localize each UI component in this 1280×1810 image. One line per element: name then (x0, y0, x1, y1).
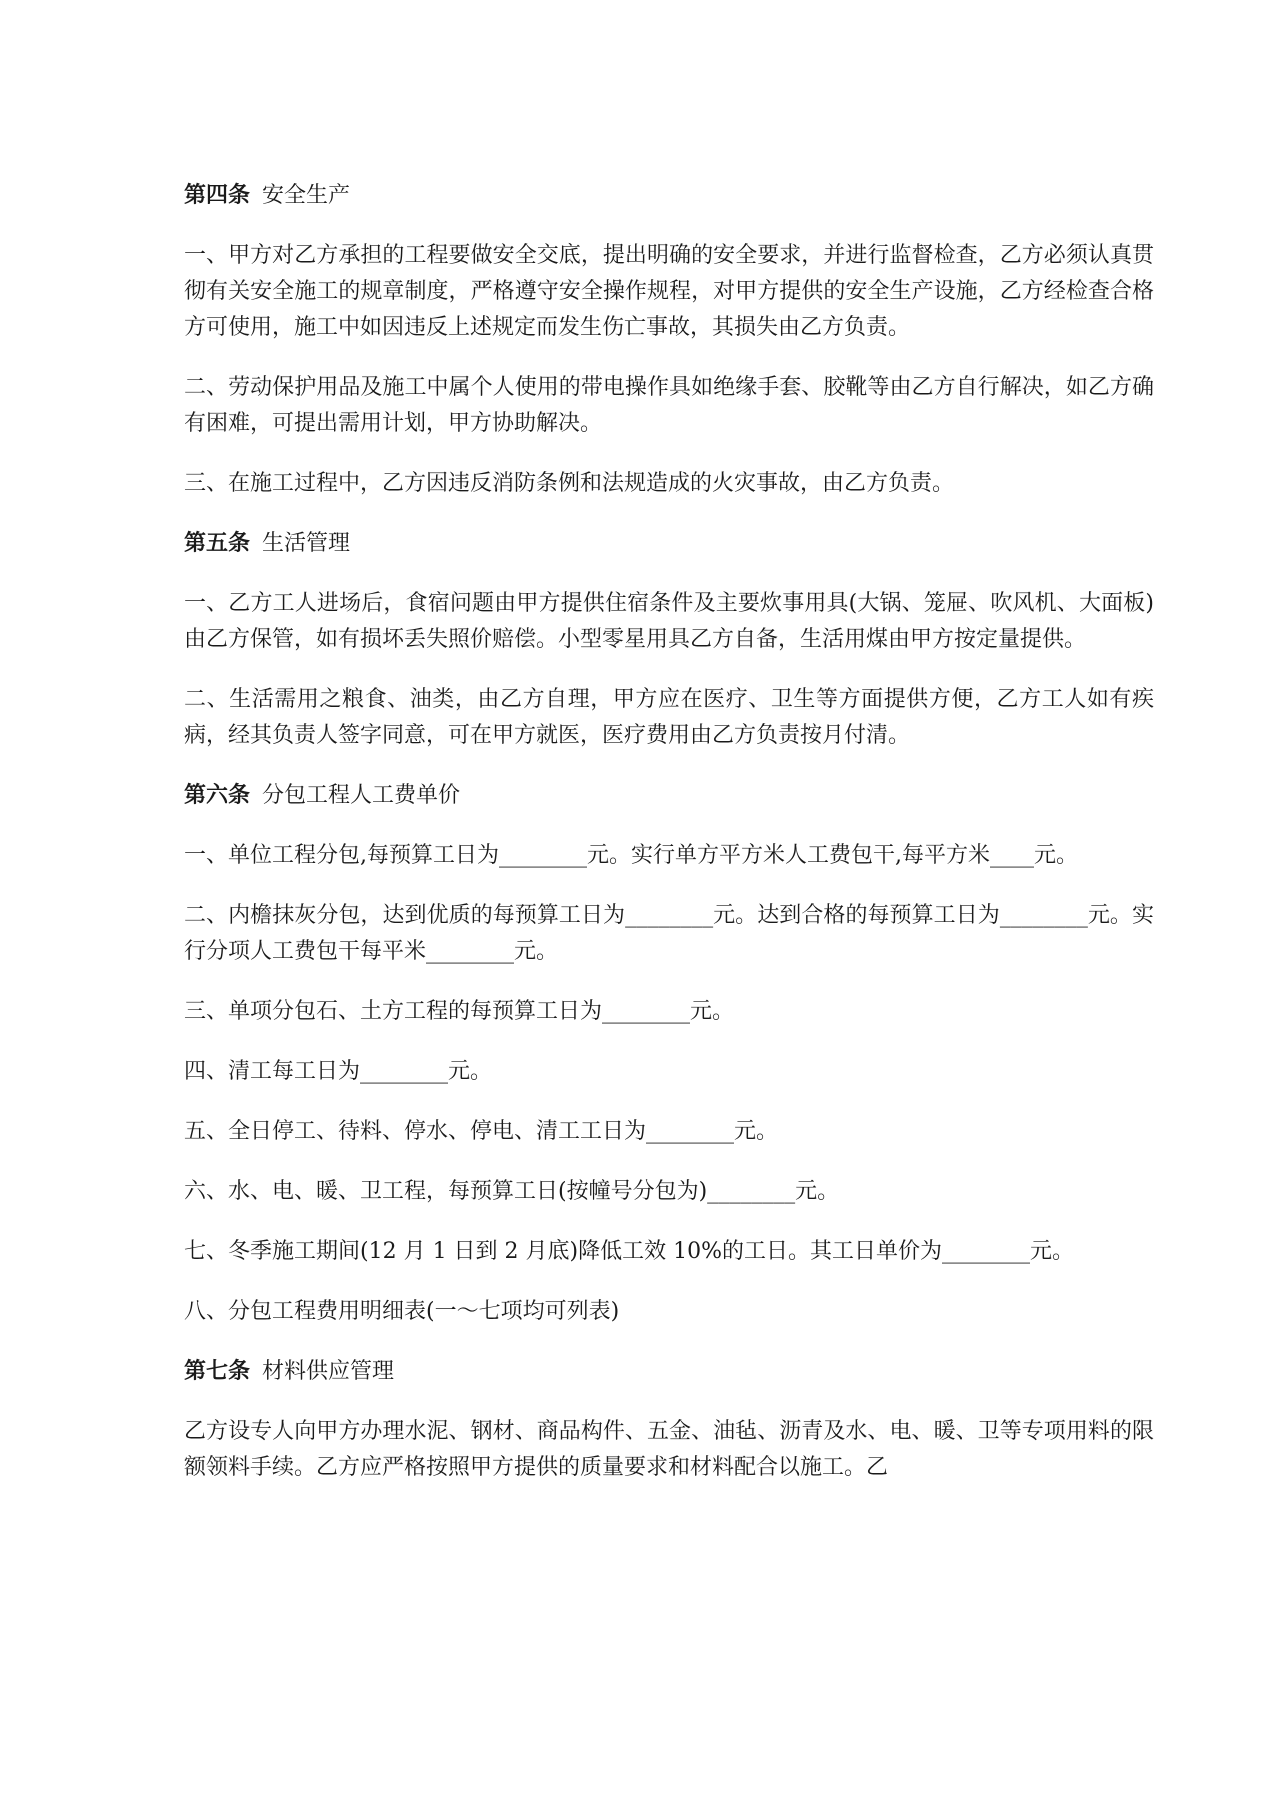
paragraph: 一、乙方工人进场后，食宿问题由甲方提供住宿条件及主要炊事用具(大锅、笼屉、吹风机、大面板)由乙方保管，如有损坏丢失照价赔偿。小型零星用具乙方自备，生活用煤由甲方按定量提供。 (184, 591, 1154, 652)
paragraph: 二、劳动保护用品及施工中属个人使用的带电操作具如绝缘手套、胶靴等由乙方自行解决，如乙方确有困难，可提出需用计划，甲方协助解决。 (184, 375, 1154, 436)
paragraph: 三、在施工过程中，乙方因违反消防条例和法规造成的火灾事故，由乙方负责。 (184, 471, 955, 496)
article-5-heading (184, 526, 1154, 562)
paragraph: 二、内檐抹灰分包，达到优质的每预算工日为________元。达到合格的每预算工日为________元。实行分项人工费包干每平米________元。 (184, 903, 1154, 964)
paragraph: 五、全日停工、待料、停水、停电、清工工日为________元。 (184, 1119, 779, 1144)
document-page (184, 178, 1154, 1510)
article-number: 第七条 (184, 1359, 251, 1384)
article-title: 安全生产 (262, 183, 351, 208)
paragraph: 乙方设专人向甲方办理水泥、钢材、商品构件、五金、油毡、沥青及水、电、暖、卫等专项用料的限额领料手续。乙方应严格按照甲方提供的质量要求和材料配合以施工。乙 (184, 1419, 1154, 1480)
article-title: 分包工程人工费单价 (262, 783, 461, 808)
article-title: 材料供应管理 (262, 1359, 395, 1384)
paragraph: 六、水、电、暖、卫工程，每预算工日(按幢号分包为)________元。 (184, 1179, 840, 1204)
article-6-heading (184, 778, 1154, 814)
paragraph: 八、分包工程费用明细表(一～七项均可列表) (184, 1299, 620, 1324)
paragraph: 二、生活需用之粮食、油类，由乙方自理，甲方应在医疗、卫生等方面提供方便，乙方工人如有疾病，经其负责人签字同意，可在甲方就医，医疗费用由乙方负责按月付清。 (184, 687, 1154, 748)
paragraph: 一、单位工程分包,每预算工日为________元。实行单方平方米人工费包干,每平方米____元。 (184, 843, 1078, 868)
article-number: 第六条 (184, 783, 251, 808)
article-number: 第四条 (184, 183, 251, 208)
paragraph: 七、冬季施工期间(12 月 1 日到 2 月底)降低工效 10%的工日。其工日单价为________元。 (184, 1239, 1075, 1264)
paragraph: 三、单项分包石、土方工程的每预算工日为________元。 (184, 999, 735, 1024)
paragraph: 一、甲方对乙方承担的工程要做安全交底，提出明确的安全要求，并进行监督检查，乙方必须认真贯彻有关安全施工的规章制度，严格遵守安全操作规程，对甲方提供的安全生产设施，乙方经检查合格方可使用，施工中如因违反上述规定而发生伤亡事故，其损失由乙方负责。 (184, 243, 1154, 340)
article-4-heading (184, 178, 1154, 214)
article-7-heading (184, 1354, 1154, 1390)
article-title: 生活管理 (262, 531, 351, 556)
article-number: 第五条 (184, 531, 251, 556)
paragraph: 四、清工每工日为________元。 (184, 1059, 493, 1084)
